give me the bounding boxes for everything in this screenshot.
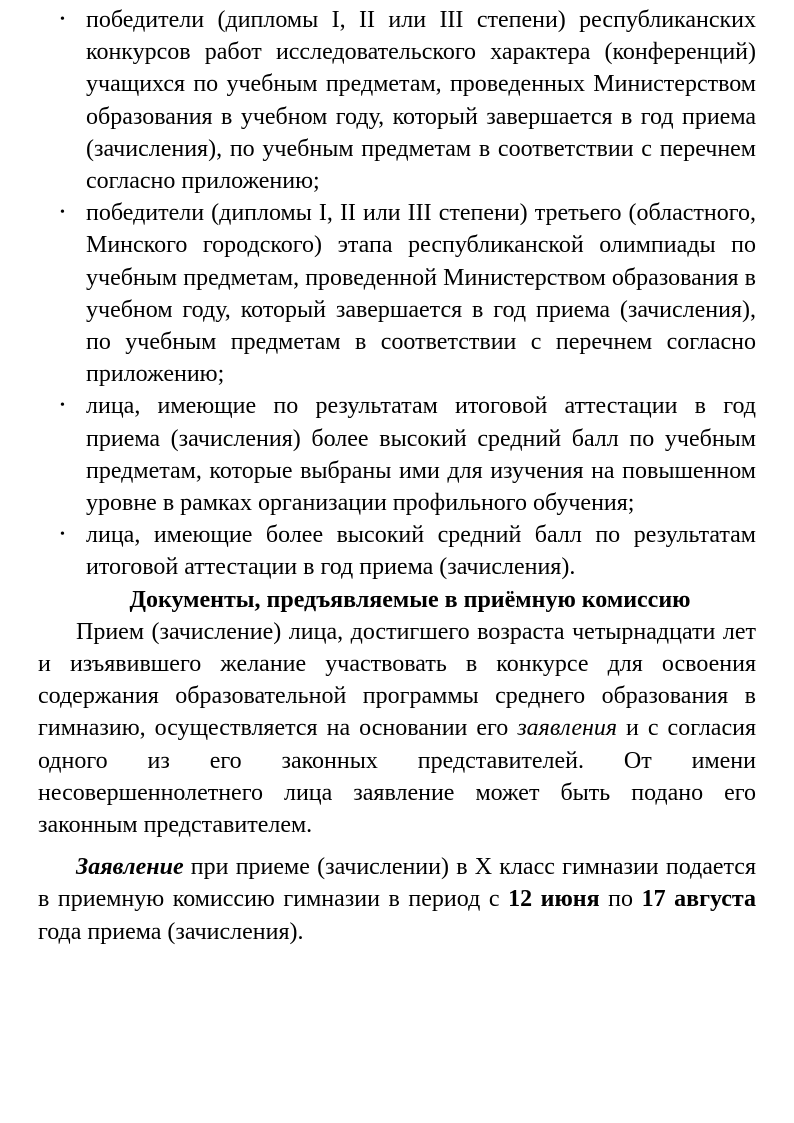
paragraph-text: и с согласия одного из его законных представителей. От имени несовершеннолетнего лица заявление может быть подано его законным представителем. [38,715,756,839]
list-item-text: победители (дипломы I, II или III степени) республиканских конкурсов работ исследовательского характера (конференций) учащихся по учебным предметам, проведенных Министерством образования в учебном году, который завершается в год приема (зачисления), по учебным предметам в соответствии с перечнем согласно приложению; [86,7,756,195]
paragraph-text: по [599,886,642,913]
application-lead: Заявление [76,854,184,881]
paragraph-admission [38,616,756,841]
paragraph-application [38,851,756,948]
paragraph-text: при приеме (зачислении) в X класс гимназии подается в приемную комиссию гимназии в период с [38,854,756,913]
list-item-text: лица, имеющие более высокий средний балл по результатам итоговой аттестации в год приема (зачисления). [86,522,756,581]
paragraph-text: года приема (зачисления). [38,918,304,945]
bullet-icon: • [60,527,65,543]
section-heading: Документы, предъявляемые в приёмную комиссию [129,586,691,613]
paragraph-text: Прием (зачисление) лица, достигшего возраста четырнадцати лет и изъявившего желание участвовать в конкурсе для освоения содержания образовательной программы среднего образования в гимназию, осуществляется на основании его [38,618,756,742]
date-start: 12 июня [508,886,600,913]
list-item [38,4,756,197]
emphasis-application: заявления [517,715,618,742]
criteria-list [38,4,756,584]
bullet-icon: • [60,205,65,221]
list-item-text: лица, имеющие по результатам итоговой аттестации в год приема (зачисления) более высокий средний балл по учебным предметам, которые выбраны ими для изучения на повышенном уровне в рамках организации профильного обучения; [86,393,756,517]
bullet-icon: • [60,398,65,414]
list-item [38,519,756,583]
list-item-text: победители (дипломы I, II или III степени) третьего (областного, Минского городского) этапа республиканской олимпиады по учебным предметам, проведенной Министерством образования в учебном году, который завершается в год приема (зачисления), по учебным предметам в соответствии с перечнем согласно приложению; [86,200,756,388]
date-end: 17 августа [641,886,757,913]
document-page [38,4,756,948]
bullet-icon: • [60,12,65,27]
list-item [38,390,756,519]
list-item [38,197,756,390]
